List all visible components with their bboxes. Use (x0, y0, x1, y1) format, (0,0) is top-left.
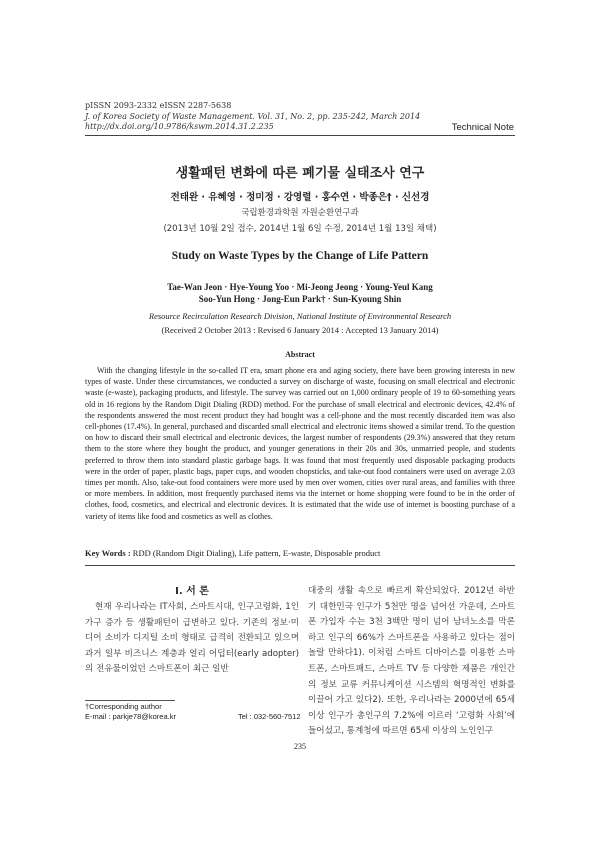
journal-header (85, 101, 420, 133)
issn: pISSN 2093-2332 eISSN 2287-5638 (85, 101, 232, 110)
article-type: Technical Note (451, 122, 514, 133)
keywords (85, 548, 380, 558)
korean-affiliation: 국립환경과학원 자원순환연구과 (241, 208, 359, 218)
footnote-email: E-mail : parkje78@korea.kr (85, 712, 176, 721)
footnote-rule (85, 700, 175, 701)
journal-citation: J. of Korea Society of Waste Management. Vol. 31, No. 2, pp. 235-242, March 2014 (85, 111, 421, 121)
english-authors (0, 281, 600, 305)
english-authors-line1: Tae-Wan Jeon · Hye-Young Yoo · Mi-Jeong Jeong · Young-Yeul Kang (167, 282, 433, 292)
korean-dates: (2013년 10월 2일 접수, 2014년 1월 6일 수정, 2014년 1월 13일 채택) (163, 224, 437, 234)
page-number: 235 (294, 742, 306, 751)
abstract-rule (85, 565, 515, 566)
korean-title: 생활패턴 변화에 따른 폐기물 실태조사 연구 (175, 166, 425, 181)
header-rule (85, 135, 515, 136)
english-title: Study on Waste Types by the Change of Life Pattern (171, 250, 429, 262)
abstract-heading: Abstract (285, 350, 315, 359)
english-affiliation: Resource Recirculation Research Division, National Institute of Environmental Research (148, 311, 452, 321)
keywords-label: Key Words : (85, 548, 131, 558)
english-authors-line2: Soo-Yun Hong · Jong-Eun Park† · Sun-Kyoung Shin (198, 294, 402, 304)
doi-link[interactable]: http://dx.doi.org/10.9786/kswm.2014.31.2.235 (85, 122, 274, 131)
body-column-left: 현재 우리나라는 IT사회, 스마트시대, 인구고령화, 1인 가구 증가 등 생활패턴이 급변하고 있다. 기존의 정보·미디어 소비가 디지털 소비 형태로 급격히 전환되고 있으며 과거 일부 비즈니스 계층과 얼리 어덥터(early adopter)의 전유물이었던 스마트폰이 최근 일반 (85, 602, 299, 675)
body-column-right: 대중의 생활 속으로 빠르게 확산되었다. 2012년 하반기 대한민국 인구가 5천만 명을 넘어선 가운데, 스마트폰 가입자 수는 3천 3백만 명이 넘어 남녀노소를 막론하고 인구의 66%가 스마트폰을 사용하고 있다는 점이 놀랄 만하다1). 이처럼 스마트 디바이스를 이용한 스마트폰, 스마트패드, 스마트 TV 등 다양한 제품은 개인간의 정보 교류 커뮤니케이션 시스템의 혁명적인 변화를 이끌어 가고 있다2). 또한, 우리나라는 2000년에 65세 이상 인구가 총인구의 7.2%에 이르러 ‘고령화 사회’에 들어섰고, 통계청에 따르면 65세 이상의 노인인구 (308, 586, 515, 737)
korean-authors: 전태완 · 유혜영 · 정미정 · 강영렬 · 홍수연 · 박종은† · 신선경 (170, 192, 430, 203)
abstract-text: With the changing lifestyle in the so-called IT era, smart phone era and aging society, there have been growing interests in new types of waste. Under these circumstances, we conducted a survey on discharge of waste, focusing on small electrical and electronic waste (e-waste), packaging products, and lifestyle. The survey was carried out on 1,000 ordinary people of 19 to 60-something years old in 16 regions by the Random Digit Dialing (RDD) method. For the purchase of small electrical and electronic devices, 42.4% of the respondents answered the most recent product they had bought was a cell-phone and the most recently discarded item was also cell-phones (17.4%). In general, purchased and discarded small electrical and electronic items showed a similar trend. To the question on how to discard their small electrical and electronic devices, the largest number of respondents (29.3%) answered that they return them to the store where they bought the product, and younger generations in their 20s and 30s, unmarried people, and students preferred to throw them into standard plastic garbage bags. It was found that most frequently used disposable packaging products were in the order of paper, plastic bags, paper cups, and wooden chopsticks, and take-out food containers were used on average 2.03 times per month. Also, take-out food containers were more used by men over women, cities over rural areas, and families with three or more members. In addition, most frequently purchased items via the internet or home shopping were found to be in the order of clothes, food, cosmetics, and electrical and electronic devices. It is estimated that the wide use of internet is boosting purchase of a variety of items like food and cosmetics as well as clothes. (85, 366, 515, 521)
corresponding-author-label: †Corresponding author (85, 702, 162, 711)
section-heading: I. 서 론 (175, 586, 209, 597)
keywords-text: RDD (Random Digit Dialing), Life pattern, E-waste, Disposable product (132, 548, 381, 558)
footnote-tel: Tel : 032-560-7512 (237, 712, 301, 721)
footnote (85, 702, 301, 722)
english-dates: (Received 2 October 2013 : Revised 6 January 2014 : Accepted 13 January 2014) (161, 325, 439, 335)
